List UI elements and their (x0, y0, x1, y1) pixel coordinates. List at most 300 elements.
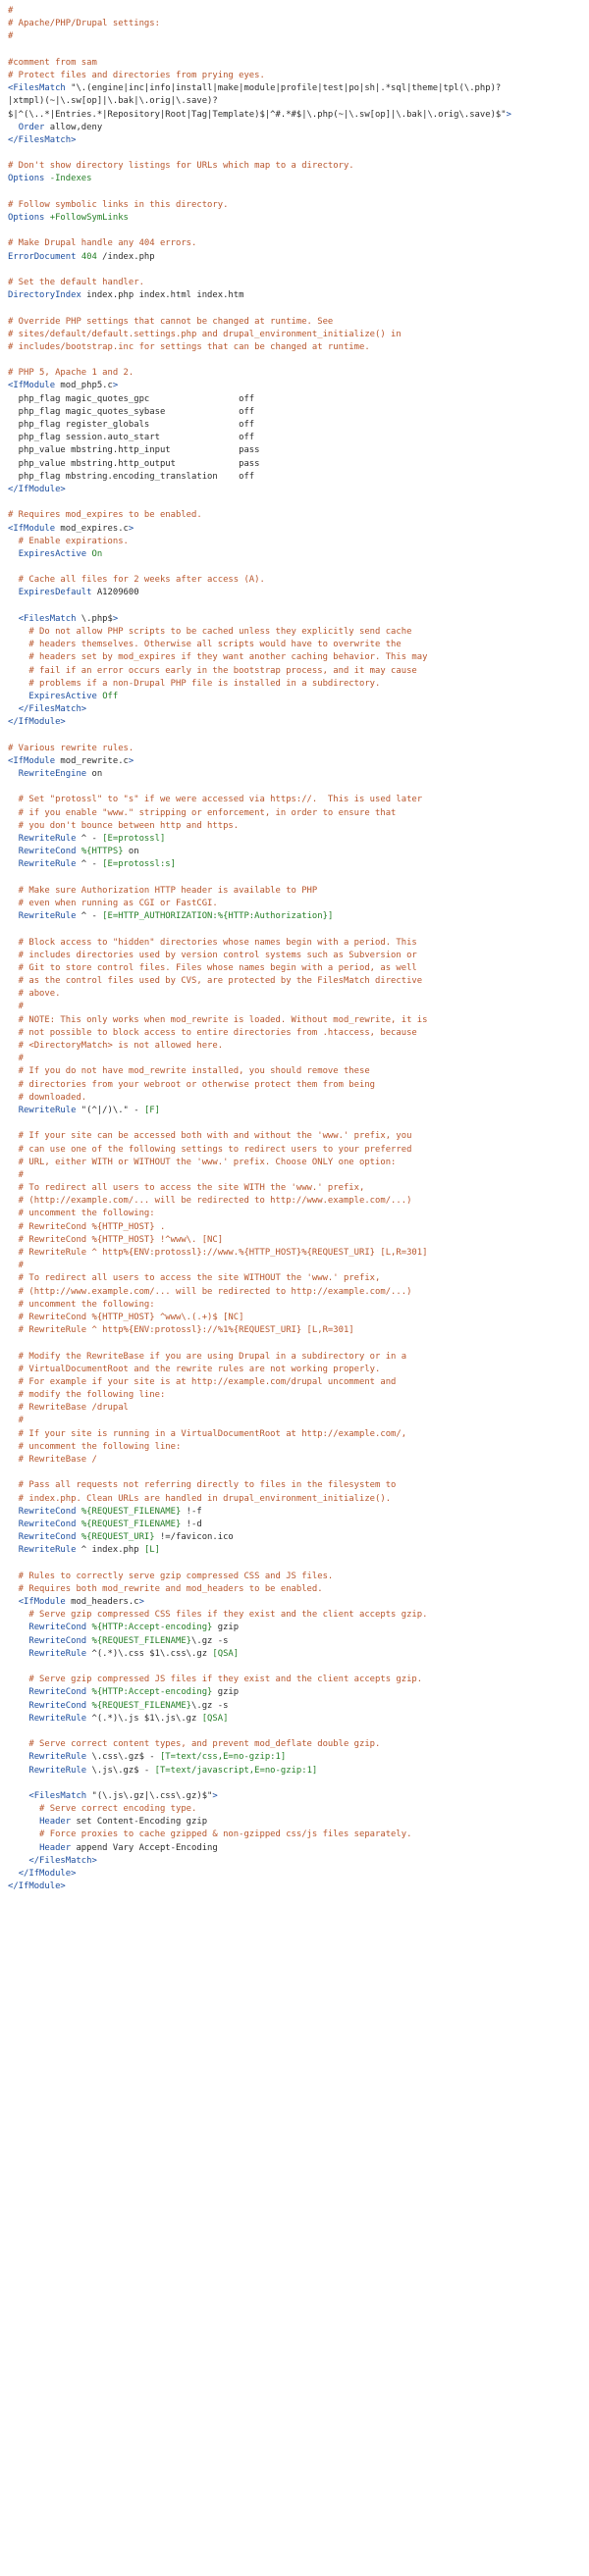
code-line (8, 1609, 585, 1622)
code-line (8, 1040, 585, 1053)
code-line (8, 380, 585, 392)
code-line (8, 768, 585, 781)
code-token: # (8, 1054, 25, 1064)
code-line (8, 1001, 585, 1013)
code-line (8, 730, 585, 743)
code-token: # (8, 6, 14, 16)
code-token: RewriteRule (28, 1648, 87, 1659)
code-token: # RewriteCond %{HTTP_HOST} !^www\. [NC] (8, 1234, 224, 1245)
code-line (8, 1247, 585, 1260)
code-token: ExpiresActive (28, 691, 97, 701)
code-line (8, 1674, 585, 1686)
code-line (8, 600, 585, 613)
code-token: RewriteRule (18, 834, 77, 844)
code-line (8, 5, 585, 18)
code-token: RewriteCond (28, 1700, 87, 1711)
code-token: append Vary Accept-Encoding (71, 1842, 218, 1853)
code-token (8, 588, 19, 597)
code-token: # Protect files and directories from prying eyes. (8, 70, 265, 80)
code-token (8, 704, 19, 714)
code-token (8, 1752, 28, 1762)
code-token: # Block access to "hidden" directories whose names begin with a period. This (8, 937, 417, 948)
code-token: index.php index.html index.htm (80, 290, 244, 301)
code-line (8, 1467, 585, 1479)
code-token: php_flag magic_quotes_gpc off (8, 393, 255, 404)
code-line (8, 496, 585, 509)
code-token: [F] (143, 1105, 160, 1115)
code-line (8, 18, 585, 30)
code-token: %{REQUEST_FILENAME} (91, 1700, 192, 1711)
code-token: <FilesMatch (18, 613, 77, 624)
code-token: mod_rewrite.c (55, 755, 129, 766)
code-token (8, 1843, 39, 1853)
code-token: php_flag session.auto_start off (8, 433, 255, 443)
code-token: \.css\.gz$ - (86, 1752, 160, 1763)
code-token: # If your site is running in a VirtualDocumentRoot at http://example.com/, (8, 1428, 407, 1439)
code-line (8, 122, 585, 134)
code-line (8, 109, 585, 122)
code-line (8, 147, 585, 160)
code-token (8, 1520, 19, 1529)
code-line (8, 160, 585, 173)
code-line (8, 1479, 585, 1492)
code-line (8, 484, 585, 496)
code-line (8, 471, 585, 484)
code-token: ^ - (76, 911, 103, 922)
code-line (8, 1299, 585, 1312)
code-token (8, 769, 19, 779)
code-token: > (506, 109, 511, 120)
code-token (8, 1817, 39, 1827)
code-token: %{REQUEST_FILENAME} (80, 1506, 182, 1517)
code-token: # Make sure Authorization HTTP header is available to PHP (8, 885, 318, 896)
code-line (8, 885, 585, 898)
code-line (8, 1622, 585, 1634)
code-token: # Force proxies to cache gzipped & non-gzipped css/js files separately. (8, 1829, 412, 1840)
code-token: # problems if a non-Drupal PHP file is installed in a subdirectory. (8, 678, 381, 689)
code-token: # sites/default/default.settings.php and drupal_environment_initialize() in (8, 329, 402, 339)
code-line (8, 393, 585, 406)
code-line (8, 807, 585, 820)
code-line (8, 716, 585, 729)
code-token: # headers set by mod_expires if they want another caching behavior. This may (8, 652, 428, 663)
code-token: # Rules to correctly serve gzip compressed CSS and JS files. (8, 1571, 334, 1581)
code-line (8, 1454, 585, 1467)
code-token (8, 1597, 19, 1607)
code-line (8, 898, 585, 910)
code-line (8, 1558, 585, 1571)
code-token (8, 1507, 19, 1517)
code-token: </FilesMatch> (8, 134, 77, 145)
code-token: php_flag magic_quotes_sybase off (8, 406, 255, 417)
code-line (8, 329, 585, 341)
code-token: %{REQUEST_URI} (80, 1532, 155, 1543)
code-token: RewriteCond (18, 1519, 77, 1529)
code-line (8, 975, 585, 988)
code-token (8, 1687, 28, 1697)
code-token: # To redirect all users to access the site WITHOUT the 'www.' prefix, (8, 1273, 381, 1284)
code-line (8, 536, 585, 548)
code-token: php_flag mbstring.encoding_translation off (8, 471, 255, 482)
code-token: mod_headers.c (65, 1597, 139, 1608)
code-line (8, 458, 585, 471)
code-token: </FilesMatch> (28, 1855, 97, 1866)
code-line (8, 1105, 585, 1117)
code-token: Header (39, 1842, 72, 1853)
code-token: %{REQUEST_FILENAME} (91, 1635, 192, 1646)
code-token: # Requires mod_expires to be enabled. (8, 510, 202, 521)
code-line (8, 872, 585, 885)
code-line (8, 561, 585, 574)
code-token: # Git to store control files. Files whose names begin with a period, as well (8, 962, 417, 973)
code-token: # includes/bootstrap.inc for settings that can be changed at runtime. (8, 341, 370, 352)
code-token: </IfModule> (18, 1869, 77, 1879)
code-line (8, 432, 585, 444)
code-token (8, 549, 19, 559)
code-token: [E=protossl:s] (102, 859, 176, 870)
code-token: !=/favicon.ico (154, 1532, 234, 1543)
code-token: # Various rewrite rules. (8, 743, 134, 753)
code-token: ^ - (76, 834, 103, 844)
code-token (8, 911, 19, 921)
code-line (8, 910, 585, 923)
code-token: # RewriteBase / (8, 1455, 97, 1465)
code-line (8, 1389, 585, 1402)
code-token: # as the control files used by CVS, are protected by the FilesMatch directive (8, 976, 423, 987)
code-line (8, 1700, 585, 1713)
code-line (8, 289, 585, 302)
code-token: 404 (80, 251, 97, 262)
code-token: RewriteCond (18, 1532, 77, 1543)
code-line (8, 354, 585, 367)
code-line (8, 341, 585, 354)
code-token: # (8, 1002, 25, 1012)
code-token: RewriteCond (28, 1635, 87, 1646)
code-token: # Apache/PHP/Drupal settings: (8, 19, 160, 29)
code-token: # uncomment the following: (8, 1209, 155, 1219)
code-token (8, 1545, 19, 1555)
code-line (8, 587, 585, 599)
code-token (8, 1701, 28, 1711)
code-token: # Serve gzip compressed JS files if they exist and the client accepts gzip. (8, 1674, 423, 1685)
code-token: [L] (143, 1545, 160, 1556)
code-token: # If you do not have mod_rewrite installed, you should remove these (8, 1066, 370, 1077)
code-token: ^ index.php (76, 1545, 144, 1556)
code-line (8, 264, 585, 277)
code-line (8, 1803, 585, 1816)
code-token: "\.(engine|inc|info|install|make|module|profile|test|po|sh|.*sql|theme|tpl(\.php)? (71, 83, 502, 94)
code-token: # If your site can be accessed both with and without the 'www.' prefix, you (8, 1131, 412, 1142)
code-token: <FilesMatch (8, 83, 72, 94)
code-line (8, 302, 585, 315)
code-token (8, 1714, 28, 1724)
code-token (8, 1532, 19, 1542)
code-token: # Modify the RewriteBase if you are using Drupal in a subdirectory or in a (8, 1351, 407, 1362)
code-line (8, 548, 585, 561)
code-line (8, 1260, 585, 1272)
code-line (8, 1402, 585, 1415)
code-token: RewriteCond (28, 1623, 87, 1633)
code-token: gzip (212, 1623, 240, 1633)
code-line (8, 1157, 585, 1169)
code-token (8, 123, 19, 132)
code-line (8, 820, 585, 833)
code-token: %{HTTP:Accept-encoding} (91, 1623, 213, 1633)
code-token: # RewriteCond %{HTTP_HOST} ^www\.(.+)$ [NC] (8, 1312, 244, 1322)
code-token: ^(.*)\.js $1\.js\.gz (86, 1713, 202, 1724)
code-token: on (123, 847, 139, 857)
code-token: # Enable expirations. (8, 536, 129, 546)
code-token: # To redirect all users to access the site WITH the 'www.' prefix, (8, 1183, 365, 1194)
code-line (8, 1519, 585, 1531)
code-line (8, 988, 585, 1001)
code-token: Off (102, 691, 119, 701)
code-line (8, 1765, 585, 1777)
code-line (8, 134, 585, 147)
code-token: # RewriteRule ^ http%{ENV:protossl}://www.%{HTTP_HOST}%{REQUEST_URI} [L,R=301] (8, 1248, 428, 1258)
code-line (8, 1428, 585, 1441)
code-token: # you don't bounce between http and https. (8, 820, 240, 831)
code-line (8, 937, 585, 950)
code-line (8, 1493, 585, 1506)
code-line (8, 1286, 585, 1299)
code-token: # if you enable "www." stripping or enforcement, in order to ensure that (8, 807, 397, 818)
code-token: # RewriteBase /drupal (8, 1403, 129, 1414)
code-token: RewriteCond (18, 1506, 77, 1517)
code-token: \.php$ (76, 613, 113, 624)
code-token: ErrorDocument (8, 251, 77, 262)
code-token: \.gz -s (191, 1700, 229, 1711)
code-token (8, 834, 19, 844)
code-line (8, 225, 585, 237)
code-line (8, 1506, 585, 1519)
code-line (8, 1596, 585, 1609)
code-line (8, 1790, 585, 1803)
code-line (8, 691, 585, 703)
code-token: </IfModule> (8, 717, 66, 728)
code-token: !-d (181, 1519, 202, 1529)
code-token: <FilesMatch (28, 1790, 87, 1801)
code-line (8, 1130, 585, 1143)
code-line (8, 1053, 585, 1065)
code-token: # <DirectoryMatch> is not allowed here. (8, 1041, 224, 1051)
code-token: Header (39, 1817, 72, 1828)
code-token: set Content-Encoding gzip (71, 1817, 208, 1828)
code-token (8, 1649, 28, 1659)
code-token: gzip (212, 1687, 240, 1698)
code-token: # (http://www.example.com/... will be redirected to http://example.com/...) (8, 1286, 412, 1297)
code-token: RewriteCond (18, 847, 77, 857)
code-line (8, 406, 585, 419)
code-line (8, 950, 585, 962)
code-token: > (212, 1790, 218, 1801)
code-token: # VirtualDocumentRoot and the rewrite rules are not working properly. (8, 1364, 381, 1374)
code-line (8, 1842, 585, 1855)
code-line (8, 1221, 585, 1234)
code-token: DirectoryIndex (8, 290, 81, 301)
code-token: # Override PHP settings that cannot be changed at runtime. See (8, 316, 334, 327)
code-line (8, 1351, 585, 1364)
code-token (8, 1856, 28, 1866)
code-line (8, 1324, 585, 1337)
code-token (8, 1766, 28, 1776)
code-token: # Follow symbolic links in this directory. (8, 199, 229, 210)
code-token: </IfModule> (8, 1881, 66, 1892)
code-token: # (8, 1169, 25, 1180)
code-line (8, 794, 585, 806)
code-token: # not possible to block access to entire directories from .htaccess, because (8, 1027, 417, 1038)
code-token: /index.php (96, 251, 155, 262)
code-token (8, 1791, 28, 1801)
code-token: ExpiresDefault (18, 588, 92, 598)
code-token: # (http://example.com/... will be redirected to http://www.example.com/...) (8, 1196, 412, 1207)
code-token: # (8, 1261, 25, 1271)
code-token: RewriteCond (28, 1687, 87, 1698)
code-line (8, 1635, 585, 1648)
code-line (8, 1065, 585, 1078)
code-line (8, 1169, 585, 1182)
code-token: php_flag register_globals off (8, 420, 255, 430)
code-token: %{REQUEST_FILENAME} (80, 1519, 182, 1529)
code-line (8, 1027, 585, 1040)
code-token: # (8, 31, 14, 42)
code-token: # Requires both mod_rewrite and mod_headers to be enabled. (8, 1583, 323, 1594)
code-token: # For example if your site is at http://example.com/drupal uncomment and (8, 1376, 397, 1387)
code-token: "(\.js\.gz|\.css\.gz)$" (86, 1790, 213, 1801)
code-line (8, 1726, 585, 1738)
code-token: # modify the following line: (8, 1390, 166, 1401)
code-line (8, 1868, 585, 1880)
code-token: # downloaded. (8, 1092, 87, 1103)
code-line (8, 1880, 585, 1893)
code-token: # NOTE: This only works when mod_rewrite is loaded. Without mod_rewrite, it is (8, 1014, 428, 1025)
code-line (8, 1079, 585, 1092)
code-token: # directories from your webroot or otherwise protect them from being (8, 1079, 376, 1090)
code-token: # includes directories used by version control systems such as Subversion or (8, 950, 417, 960)
code-token: # Make Drupal handle any 404 errors. (8, 238, 197, 249)
code-token: # RewriteCond %{HTTP_HOST} . (8, 1221, 166, 1232)
code-line (8, 1337, 585, 1350)
code-line (8, 743, 585, 755)
code-token: # Cache all files for 2 weeks after access (A). (8, 575, 265, 586)
code-line (8, 1272, 585, 1285)
code-line (8, 1014, 585, 1027)
code-token: # PHP 5, Apache 1 and 2. (8, 368, 134, 379)
code-line (8, 444, 585, 457)
code-line (8, 1648, 585, 1661)
code-token: </IfModule> (8, 484, 66, 494)
code-line (8, 626, 585, 639)
code-token: %{HTTP:Accept-encoding} (91, 1687, 213, 1698)
code-line (8, 1182, 585, 1195)
code-line (8, 1117, 585, 1130)
code-line (8, 44, 585, 57)
code-token: A1209600 (91, 588, 139, 598)
code-line (8, 419, 585, 432)
code-line (8, 858, 585, 871)
code-line (8, 1777, 585, 1790)
code-line (8, 1441, 585, 1454)
code-token: # RewriteRule ^ http%{ENV:protossl}://%1%{REQUEST_URI} [L,R=301] (8, 1325, 354, 1336)
code-token (8, 1869, 19, 1879)
code-line (8, 1544, 585, 1557)
code-token: %{HTTPS} (80, 847, 124, 857)
code-token: allow,deny (44, 122, 103, 132)
code-token: </FilesMatch> (18, 704, 87, 715)
code-line (8, 651, 585, 664)
code-token (8, 1636, 28, 1646)
code-line (8, 173, 585, 185)
code-token: # URL, either WITH or WITHOUT the 'www.' prefix. Choose ONLY one option: (8, 1157, 397, 1167)
code-line (8, 237, 585, 250)
code-token: php_value mbstring.http_output pass (8, 458, 260, 469)
code-token: Options (8, 213, 45, 223)
code-token: -Indexes (49, 174, 92, 184)
code-line (8, 678, 585, 691)
code-token: > (128, 755, 134, 766)
code-token: # Serve correct encoding type. (8, 1804, 197, 1815)
code-token: RewriteRule (18, 859, 77, 870)
code-token (8, 859, 19, 869)
code-line (8, 1686, 585, 1699)
code-token: RewriteRule (28, 1765, 87, 1776)
code-line (8, 1092, 585, 1105)
code-token: ^ - (76, 859, 103, 870)
code-token: [E=HTTP_AUTHORIZATION:%{HTTP:Authorization}] (102, 911, 334, 922)
code-token: mod_expires.c (55, 523, 129, 534)
code-line (8, 1855, 585, 1868)
code-line (8, 613, 585, 626)
code-line (8, 1661, 585, 1674)
code-token: # can use one of the following settings to redirect users to your preferred (8, 1144, 412, 1155)
code-line (8, 1571, 585, 1583)
code-line (8, 199, 585, 212)
code-token: <IfModule (8, 381, 56, 391)
code-line (8, 1713, 585, 1726)
code-line (8, 277, 585, 289)
code-token: # uncomment the following line: (8, 1441, 182, 1452)
code-line (8, 1376, 585, 1389)
code-token: RewriteRule (18, 911, 77, 922)
code-line (8, 1829, 585, 1841)
code-line (8, 367, 585, 380)
code-token: # Do not allow PHP scripts to be cached unless they explicitly send cache (8, 627, 412, 637)
code-token: |xtmpl)(~|\.sw[op]|\.bak|\.orig|\.save)? (8, 96, 218, 107)
code-token: [T=text/css,E=no-gzip:1] (159, 1752, 287, 1763)
code-token: #comment from sam (8, 57, 97, 68)
code-line (8, 70, 585, 82)
code-line (8, 95, 585, 108)
code-line (8, 1738, 585, 1751)
code-line (8, 923, 585, 936)
code-line (8, 1751, 585, 1764)
code-token: RewriteRule (18, 1545, 77, 1556)
code-token: # fail if an error occurs early in the bootstrap process, and it may cause (8, 665, 417, 676)
code-line (8, 57, 585, 70)
code-token (8, 1106, 19, 1115)
code-token: # Set the default handler. (8, 277, 144, 287)
code-line (8, 1415, 585, 1427)
code-line (8, 212, 585, 225)
code-token (8, 1623, 28, 1632)
code-token: ExpiresActive (18, 548, 87, 559)
code-token: RewriteEngine (18, 769, 87, 780)
code-line (8, 316, 585, 329)
code-token: [QSA] (201, 1713, 229, 1724)
code-line (8, 1583, 585, 1596)
code-token: \.js\.gz$ - (86, 1765, 155, 1776)
code-listing (8, 5, 585, 1893)
